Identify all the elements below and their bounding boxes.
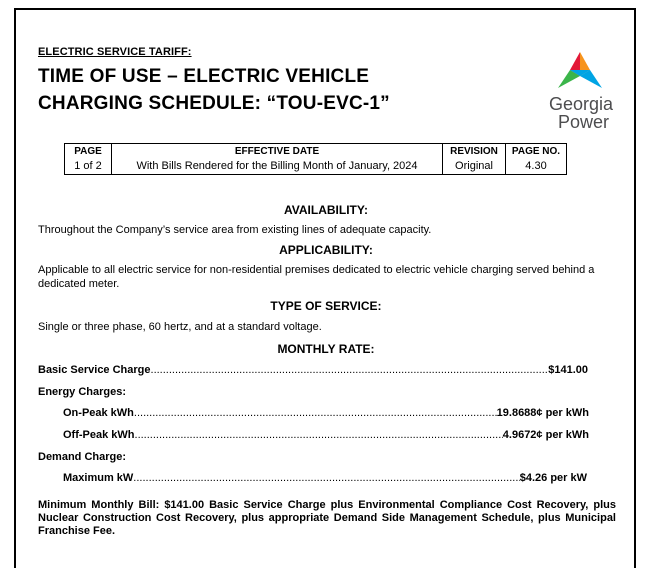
effective-date-value: With Bills Rendered for the Billing Month of January, 2024	[136, 160, 418, 172]
type-of-service-heading: TYPE OF SERVICE:	[270, 299, 382, 313]
page-label: PAGE	[74, 146, 102, 157]
demand-charge-heading: Demand Charge:	[38, 451, 127, 463]
logo-word-power: Power	[558, 112, 610, 132]
page-no-label: PAGE NO.	[511, 146, 561, 157]
basic-service-label: Basic Service Charge	[38, 364, 151, 376]
page-cell	[65, 144, 112, 175]
basic-service-value: $141.00	[548, 364, 588, 376]
on-peak-row	[63, 407, 589, 419]
type-of-service-text: Single or three phase, 60 hertz, and at a standard voltage.	[38, 321, 322, 333]
revision-value: Original	[455, 160, 493, 172]
triangle-logo-icon	[556, 50, 604, 90]
off-peak-row	[63, 429, 589, 441]
revision-label: REVISION	[450, 146, 498, 157]
applicability-heading: APPLICABILITY:	[279, 243, 373, 257]
basic-service-row	[38, 364, 588, 376]
minimum-monthly-bill: Minimum Monthly Bill: $141.00 Basic Service Charge plus Environmental Compliance Cost Recovery, plus Nuclear Construction Cost Recovery, plus appropriate Demand Side Management Schedule, plus Municipal Franchise Fee.	[38, 499, 616, 537]
maximum-kw-row	[63, 472, 587, 484]
maximum-kw-label: Maximum kW	[63, 472, 134, 484]
applicability-text: Applicable to all electric service for non-residential premises dedicated to electric vehicle charging served behind a dedicated meter.	[38, 264, 595, 290]
tariff-info-table	[64, 143, 567, 175]
availability-heading: AVAILABILITY:	[284, 203, 368, 217]
leader-dots	[133, 472, 519, 484]
off-peak-label: Off-Peak kWh	[63, 429, 135, 441]
energy-charges-heading: Energy Charges:	[38, 386, 127, 398]
page-value: 1 of 2	[74, 160, 102, 172]
effective-date-cell	[112, 144, 443, 175]
on-peak-value: 19.8688¢ per kWh	[496, 407, 589, 419]
revision-cell	[443, 144, 506, 175]
leader-dots	[134, 407, 497, 419]
tariff-title-line1: TIME OF USE – ELECTRIC VEHICLE	[38, 66, 370, 87]
georgia-power-logo	[546, 50, 622, 134]
logo-word-georgia: Georgia	[549, 94, 614, 114]
page-no-cell	[506, 144, 567, 175]
on-peak-label: On-Peak kWh	[63, 407, 134, 419]
tariff-title-line2: CHARGING SCHEDULE: “TOU-EVC-1”	[38, 93, 390, 114]
tariff-kicker: ELECTRIC SERVICE TARIFF:	[38, 46, 192, 58]
leader-dots	[135, 429, 503, 441]
maximum-kw-value: $4.26 per kW	[519, 472, 587, 484]
effective-date-label: EFFECTIVE DATE	[234, 146, 320, 157]
page-no-value: 4.30	[525, 160, 547, 172]
off-peak-value: 4.9672¢ per kWh	[502, 429, 589, 441]
leader-dots	[151, 364, 549, 376]
availability-text: Throughout the Company’s service area from existing lines of adequate capacity.	[38, 224, 432, 236]
monthly-rate-heading: MONTHLY RATE:	[277, 342, 375, 356]
